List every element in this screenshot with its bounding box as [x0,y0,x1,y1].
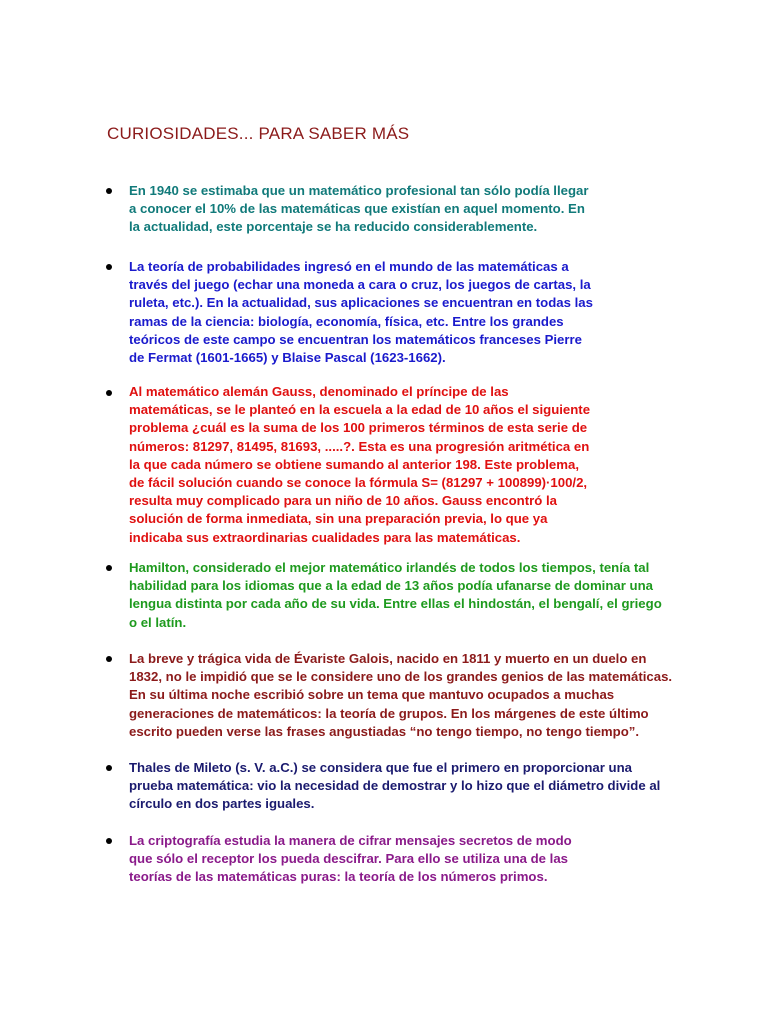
text-line: indicaba sus extraordinarias cualidades para las matemáticas. [129,529,521,545]
text-line: Al matemático alemán Gauss, denominado el príncipe de las [129,384,509,399]
text-line: generaciones de matemáticos: la teoría de grupos. En los márgenes de este último [129,705,649,721]
text-line: La criptografía estudia la manera de cifrar mensajes secretos de modo [129,833,572,848]
text-line: ramas de la ciencia: biología, economía, física, etc. Entre los grandes [129,313,564,329]
paragraph-galois [129,650,672,741]
text-line: que sólo el receptor los pueda descifrar. Para ello se utiliza una de las [129,851,569,867]
bullet-icon [106,656,112,662]
text-line: o el latín. [129,614,187,630]
text-line: Hamilton, considerado el mejor matemático irlandés de todos los tiempos, tenía tal [129,560,650,575]
text-line: círculo en dos partes iguales. [129,796,315,812]
text-line: En 1940 se estimaba que un matemático profesional tan sólo podía llegar [129,183,589,198]
page-title: CURIOSIDADES... PARA SABER MÁS [107,124,410,143]
text-line: través del juego (echar una moneda a cara o cruz, los juegos de cartas, la [129,277,591,293]
text-line: la que cada número se obtiene sumando al anterior 198. Este problema, [129,456,579,472]
text-line: La teoría de probabilidades ingresó en el mundo de las matemáticas a [129,259,569,274]
paragraph-1940 [129,182,589,237]
text-line: Thales de Mileto (s. V. a.C.) se considera que fue el primero en proporcionar una [129,760,632,775]
text-line: resulta muy complicado para un niño de 10 años. Gauss encontró la [129,493,557,509]
text-line: de Fermat (1601-1665) y Blaise Pascal (1623-1662). [129,350,446,366]
text-line: 1832, no le impidió que se le considere uno de los grandes genios de las matemáticas. [129,669,673,685]
text-line: habilidad para los idiomas que a la edad de 13 años podía ufanarse de dominar una [129,578,653,594]
text-line: la actualidad, este porcentaje se ha reducido considerablemente. [129,219,538,235]
text-line: En su última noche escribió sobre un tema que mantuvo ocupados a muchas [129,687,615,703]
text-line: teóricos de este campo se encuentran los matemáticos franceses Pierre [129,331,582,347]
bullet-icon [106,188,112,194]
text-line: escrito pueden verse las frases angustiadas “no tengo tiempo, no tengo tiempo”. [129,723,640,739]
text-line: lengua distinta por cada año de su vida. Entre ellas el hindostán, el bengalí, el griego [129,596,662,612]
bullet-icon [106,264,112,270]
text-line: ruleta, etc.). En la actualidad, sus aplicaciones se encuentran en todas las [129,295,593,311]
text-line: números: 81297, 81495, 81693, .....?. Esta es una progresión aritmética en [129,438,590,454]
bullet-icon [106,765,112,771]
paragraph-probabilidades [129,258,593,367]
text-line: de fácil solución cuando se conoce la fórmula S= (81297 + 100899)·100/2, [129,475,588,491]
text-line: teorías de las matemáticas puras: la teoría de los números primos. [129,869,548,885]
bullet-icon [106,838,112,844]
text-line: prueba matemática: vio la necesidad de demostrar y lo hizo que el diámetro divide al [129,778,661,794]
paragraph-criptografia [129,832,572,887]
text-line: La breve y trágica vida de Évariste Galois, nacido en 1811 y muerto en un duelo en [129,651,647,666]
text-line: solución de forma inmediata, sin una preparación previa, lo que ya [129,511,548,527]
bullet-icon [106,390,112,396]
text-line: matemáticas, se le planteó en la escuela a la edad de 10 años el siguiente [129,402,591,418]
paragraph-gauss [129,383,590,547]
paragraph-hamilton [129,559,662,632]
bullet-icon [106,565,112,571]
paragraph-thales [129,759,660,814]
text-line: a conocer el 10% de las matemáticas que existían en aquel momento. En [129,201,585,217]
text-line: problema ¿cuál es la suma de los 100 primeros términos de esta serie de [129,420,588,436]
